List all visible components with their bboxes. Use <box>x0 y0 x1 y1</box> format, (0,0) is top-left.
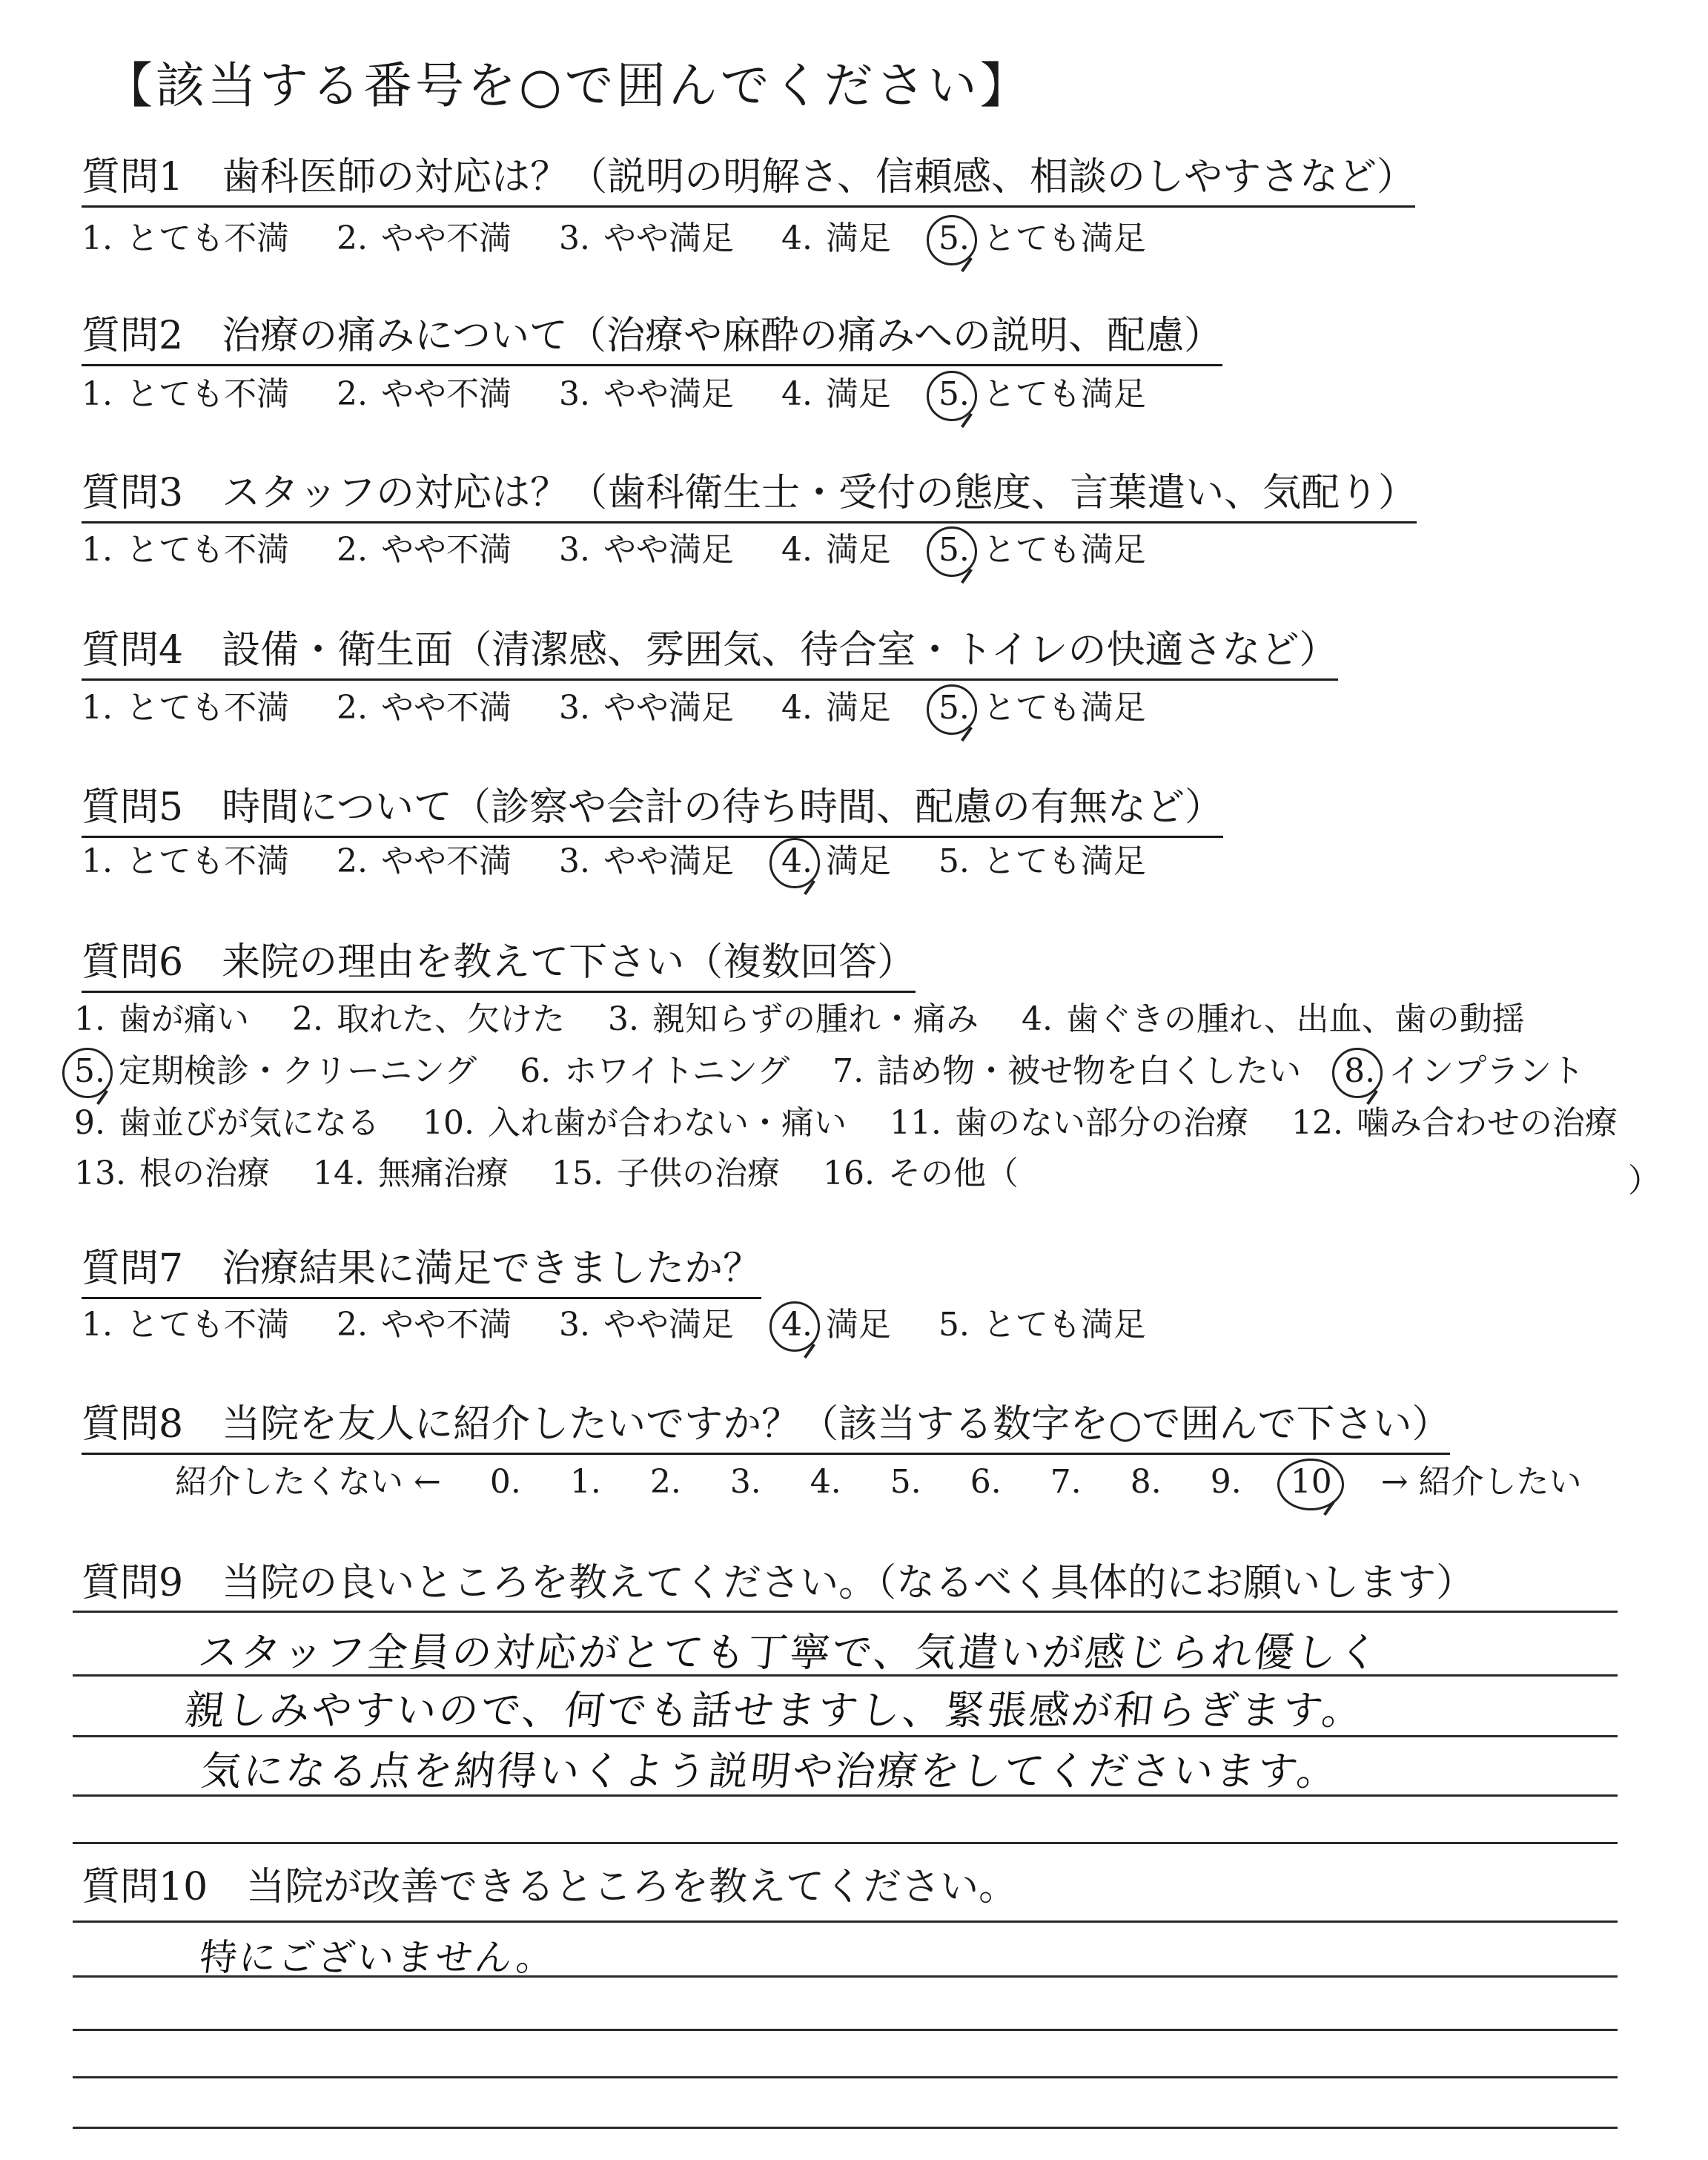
option-15[interactable]: 15. 子供の治療 <box>551 1155 780 1192</box>
question-number: 質問10 <box>82 1865 208 1909</box>
question-6-row-2 <box>74 1044 1617 1091</box>
option-4[interactable]: 4. 満足 <box>781 689 891 727</box>
option-8-selected[interactable]: 8. インプラント <box>1344 1044 1584 1091</box>
question-1-options <box>82 211 1183 259</box>
question-number: 質問8 <box>82 1402 184 1447</box>
option-3[interactable]: 3. やや満足 <box>558 689 734 727</box>
scale-10-selected[interactable]: 10 <box>1291 1463 1332 1501</box>
question-number: 質問6 <box>82 940 184 985</box>
option-5-selected[interactable]: 5. とても満足 <box>939 211 1146 259</box>
question-number: 質問4 <box>82 628 184 673</box>
option-3[interactable]: 3. やや満足 <box>558 375 734 413</box>
other-close-paren: ） <box>1628 1162 1661 1200</box>
question-3-options <box>82 523 1183 570</box>
option-5[interactable]: 5. とても満足 <box>938 1306 1146 1344</box>
question-text: 当院の良いところを教えてください。（なるべく具体的にお願いします） <box>222 1561 1475 1605</box>
question-text: 当院を友人に紹介したいですか？（該当する数字を○で囲んで下さい） <box>222 1402 1451 1447</box>
option-2[interactable]: 2. やや不満 <box>336 219 512 257</box>
question-number: 質問5 <box>82 785 184 830</box>
option-5-selected[interactable]: 5. とても満足 <box>939 681 1146 728</box>
option-2[interactable]: 2. 取れた、欠けた <box>291 1000 565 1038</box>
handwritten-answer-line-3: 気になる点を納得いくよう説明や治療をしてくださいます。 <box>199 1748 1342 1794</box>
answer-line <box>73 1611 1618 1613</box>
question-6-row-1 <box>74 992 1558 1040</box>
answer-line <box>73 1920 1618 1923</box>
answer-line <box>73 1842 1618 1844</box>
option-16-other[interactable]: 16. その他（ <box>822 1155 1019 1192</box>
question-4-heading <box>82 618 1338 681</box>
option-3[interactable]: 3. 親知らずの腫れ・痛み <box>607 1000 979 1038</box>
question-text: 来院の理由を教えて下さい（複数回答） <box>222 940 916 985</box>
option-12[interactable]: 12. 噛み合わせの治療 <box>1291 1104 1618 1142</box>
scale-3[interactable]: 3. <box>729 1463 761 1501</box>
option-1[interactable]: 1. とても不満 <box>82 842 289 880</box>
scale-4[interactable]: 4. <box>810 1463 841 1501</box>
question-5-options <box>82 834 1183 882</box>
handwritten-answer-line-1: 特にございません。 <box>197 1936 558 1979</box>
option-1[interactable]: 1. 歯が痛い <box>74 1000 249 1038</box>
scale-right-label: → 紹介したい <box>1380 1463 1582 1501</box>
question-5-heading <box>82 776 1223 838</box>
question-text: スタッフの対応は？（歯科衛生士・受付の態度、言葉遣い、気配り） <box>222 471 1417 515</box>
question-6-row-4 <box>74 1146 1051 1194</box>
question-1-heading <box>82 145 1415 208</box>
option-2[interactable]: 2. やや不満 <box>336 842 512 880</box>
handwritten-answer-line-1: スタッフ全員の対応がとても丁寧で、気遣いが感じられ優しく <box>196 1629 1383 1676</box>
question-text: 治療の痛みについて（治療や麻酔の痛みへの説明、配慮） <box>222 314 1223 358</box>
option-4-selected[interactable]: 4. 満足 <box>781 1298 891 1345</box>
answer-line <box>73 2076 1618 2078</box>
question-8-heading <box>82 1393 1450 1455</box>
option-4[interactable]: 4. 満足 <box>781 531 891 569</box>
option-4-selected[interactable]: 4. 満足 <box>781 834 891 882</box>
option-4[interactable]: 4. 満足 <box>781 375 891 413</box>
scale-8[interactable]: 8. <box>1130 1463 1162 1501</box>
answer-line <box>73 2029 1618 2031</box>
question-text: 当院が改善できるところを教えてください。 <box>246 1865 1018 1909</box>
question-6-row-3 <box>74 1096 1650 1143</box>
option-3[interactable]: 3. やや満足 <box>558 531 734 569</box>
option-3[interactable]: 3. やや満足 <box>558 219 734 257</box>
scale-7[interactable]: 7. <box>1050 1463 1082 1501</box>
option-5-selected[interactable]: 5. とても満足 <box>939 367 1146 415</box>
option-2[interactable]: 2. やや不満 <box>336 689 512 727</box>
question-text: 時間について（診察や会計の待ち時間、配慮の有無など） <box>222 785 1224 830</box>
question-text: 治療結果に満足できましたか？ <box>222 1246 762 1291</box>
question-text: 歯科医師の対応は？（説明の明解さ、信頼感、相談のしやすさなど） <box>222 155 1416 199</box>
question-6-heading <box>82 931 916 993</box>
question-2-options <box>82 367 1183 415</box>
option-2[interactable]: 2. やや不満 <box>336 375 512 413</box>
question-4-options <box>82 681 1183 728</box>
handwritten-answer-line-2: 親しみやすいので、何でも話せますし、緊張感が和らぎます。 <box>182 1687 1367 1734</box>
question-number: 質問3 <box>82 471 184 515</box>
question-2-heading <box>82 304 1222 366</box>
option-6[interactable]: 6. ホワイトニング <box>520 1052 790 1090</box>
question-number: 質問2 <box>82 314 184 358</box>
option-1[interactable]: 1. とても不満 <box>82 689 289 727</box>
recommend-scale <box>175 1455 1582 1502</box>
question-7-options <box>82 1298 1183 1345</box>
option-5-selected[interactable]: 5. 定期検診・クリーニング <box>74 1044 477 1091</box>
scale-6[interactable]: 6. <box>970 1463 1002 1501</box>
option-10[interactable]: 10. 入れ歯が合わない・痛い <box>422 1104 847 1142</box>
question-7-heading <box>82 1237 761 1299</box>
option-7[interactable]: 7. 詰め物・被せ物を白くしたい <box>833 1052 1302 1090</box>
option-2[interactable]: 2. やや不満 <box>336 1306 512 1344</box>
option-1[interactable]: 1. とても不満 <box>82 375 289 413</box>
option-2[interactable]: 2. やや不満 <box>336 531 512 569</box>
option-1[interactable]: 1. とても不満 <box>82 1306 289 1344</box>
option-1[interactable]: 1. とても不満 <box>82 219 289 257</box>
scale-2[interactable]: 2. <box>649 1463 681 1501</box>
option-13[interactable]: 13. 根の治療 <box>74 1155 270 1192</box>
question-text: 設備・衛生面（清潔感、雰囲気、待合室・トイレの快適さなど） <box>222 628 1338 673</box>
question-number: 質問9 <box>82 1561 184 1605</box>
question-3-heading <box>82 461 1417 524</box>
scale-1[interactable]: 1. <box>569 1463 601 1501</box>
scale-5[interactable]: 5. <box>890 1463 921 1501</box>
question-9-heading <box>82 1551 1474 1611</box>
question-10-heading <box>82 1855 1017 1915</box>
option-1[interactable]: 1. とても不満 <box>82 531 289 569</box>
option-14[interactable]: 14. 無痛治療 <box>312 1155 509 1192</box>
scale-9[interactable]: 9. <box>1210 1463 1242 1501</box>
question-number: 質問1 <box>82 155 184 199</box>
option-9[interactable]: 9. 歯並びが気になる <box>74 1104 380 1142</box>
question-number: 質問7 <box>82 1246 184 1291</box>
option-3[interactable]: 3. やや満足 <box>558 842 734 880</box>
option-4[interactable]: 4. 満足 <box>781 219 891 257</box>
page-title: 【該当する番号を○で囲んでください】 <box>104 57 1032 114</box>
answer-line <box>73 2127 1618 2129</box>
scale-0[interactable]: 0. <box>489 1463 521 1501</box>
option-3[interactable]: 3. やや満足 <box>558 1306 734 1344</box>
option-5-selected[interactable]: 5. とても満足 <box>939 523 1146 570</box>
option-4[interactable]: 4. 歯ぐきの腫れ、出血、歯の動揺 <box>1021 1000 1525 1038</box>
option-11[interactable]: 11. 歯のない部分の治療 <box>889 1104 1248 1142</box>
scale-left-label: 紹介したくない ← <box>175 1463 441 1501</box>
option-5[interactable]: 5. とても満足 <box>938 842 1146 880</box>
